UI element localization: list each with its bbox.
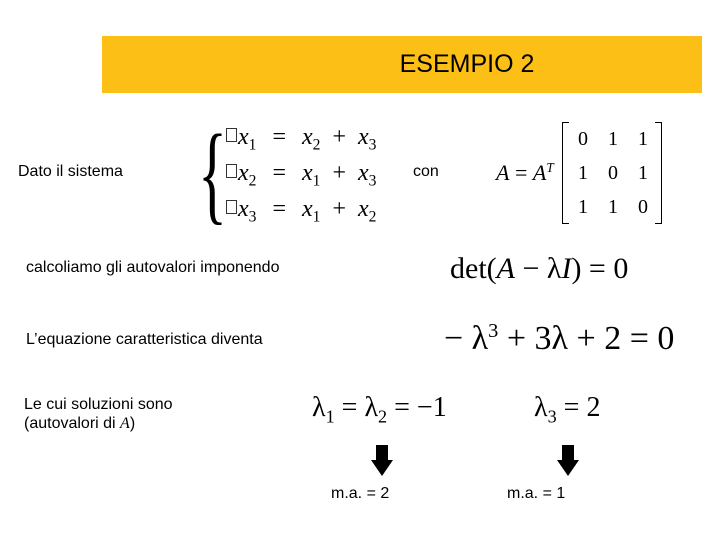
matrix-row [568,156,658,190]
eigenvalue-12-value: = −1 [387,392,447,423]
solutions-line-2-var: A [120,415,130,432]
eq1-lhs-var: x [238,124,249,150]
lambda-3: λ [534,392,548,423]
matrix-row [568,190,658,224]
matrix-A [562,122,662,224]
eq2-equals: = [272,160,286,186]
eq2-rhs-b-sub: 3 [368,172,377,190]
eq1-plus: + [332,124,346,150]
eq3-lhs-var: x [238,196,249,222]
title-banner [102,36,702,93]
system-brace: { [198,112,228,234]
det-minus-lambda: − λ [514,252,562,285]
matrix-rhs: A [532,160,547,185]
matrix-entries [568,122,658,224]
solutions-line-2 [24,414,135,434]
eq2-rhs-a: x [302,160,313,186]
multiplicity-left: m.a. = 2 [331,485,390,502]
page-title: ESEMPIO 2 [399,50,535,78]
det-close: ) = 0 [571,252,629,285]
lambda-3-sub: 3 [547,406,557,427]
eq1-equals: = [272,124,286,150]
eq3-rhs-b-sub: 2 [368,208,377,226]
eq2-lhs-var: x [238,160,249,186]
eigenvalues-1-2 [312,392,447,427]
det-A: A [496,252,515,285]
eigenvalue-3 [534,392,600,427]
down-arrow-icon [371,445,393,481]
matrix-cell: 0 [638,195,648,218]
matrix-cell: 1 [578,195,588,218]
matrix-equals: = [514,160,528,185]
eq3-equals: = [272,196,286,222]
lambda-2-sub: 2 [378,406,388,427]
eq3-rhs-b: x [358,196,369,222]
solutions-line-1: Le cui soluzioni sono [24,396,173,413]
matrix-cell: 1 [608,127,618,150]
con-label: con [413,163,439,180]
eq1-rhs-b-sub: 3 [368,136,377,154]
eq3-lhs-sub: 3 [248,208,257,226]
eq2-lhs-sub: 2 [248,172,257,190]
matrix-row [568,122,658,156]
autovalori-step-text: calcoliamo gli autovalori imponendo [26,259,280,276]
eq2-plus: + [332,160,346,186]
char-eq-part1: − λ [444,320,489,358]
missing-glyph-box [226,128,237,142]
solutions-line-2-prefix: (autovalori di [24,415,121,432]
matrix-cell: 1 [578,161,588,184]
eq2-rhs-b: x [358,160,369,186]
multiplicity-right: m.a. = 1 [507,485,566,502]
eq1-rhs-b: x [358,124,369,150]
eq1-rhs-a-sub: 2 [312,136,321,154]
eq2-rhs-a-sub: 1 [312,172,321,190]
det-open: det( [450,252,497,285]
lambda-1: λ [312,392,326,423]
eq3-rhs-a-sub: 1 [312,208,321,226]
det-I: I [561,252,572,285]
system-row-1 [226,124,376,154]
matrix-cell: 1 [638,127,648,150]
determinant-formula [450,252,628,286]
characteristic-equation [444,320,674,358]
down-arrow-icon [557,445,579,481]
char-eq-part2: + 3λ + 2 = 0 [498,320,675,358]
system-row-2 [226,160,376,190]
eq3-plus: + [332,196,346,222]
missing-glyph-box [226,164,237,178]
matrix-cell: 1 [638,161,648,184]
char-eq-exponent: 3 [488,320,499,342]
eq1-rhs-a: x [302,124,313,150]
eq1-lhs-sub: 1 [248,136,257,154]
matrix-cell: 1 [608,195,618,218]
transpose-sup: T [546,160,554,176]
lambda-2: = λ [334,392,379,423]
eq3-rhs-a: x [302,196,313,222]
missing-glyph-box [226,200,237,214]
eigenvalue-3-value: = 2 [556,392,601,423]
matrix-cell: 0 [608,161,618,184]
system-row-3 [226,196,376,226]
matrix-symmetry-formula [496,160,554,186]
lambda-1-sub: 1 [325,406,335,427]
solutions-line-2-suffix: ) [129,415,136,432]
system-intro-label: Dato il sistema [18,163,123,180]
matrix-cell: 0 [578,127,588,150]
matrix-lhs: A [496,160,510,185]
characteristic-step-text: L’equazione caratteristica diventa [26,331,263,348]
